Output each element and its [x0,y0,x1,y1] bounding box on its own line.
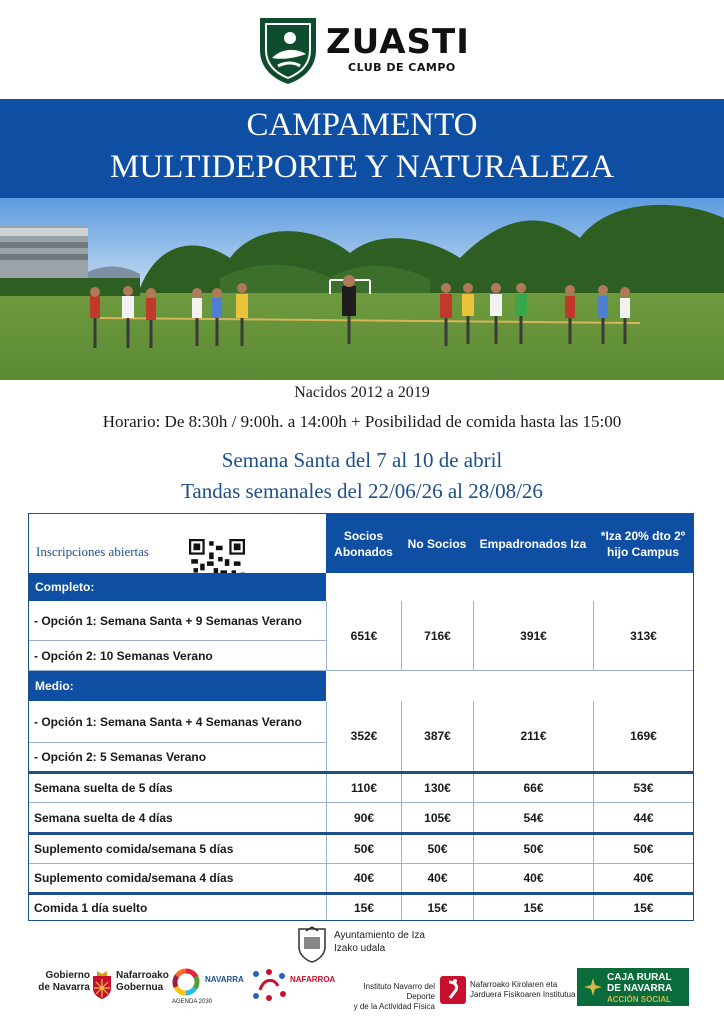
brand-name: ZUASTI [326,22,470,62]
iza-town-hall-logo [296,925,446,963]
nkjfi-logo [470,980,575,1000]
title-line-1: CAMPAMENTO [246,107,478,143]
gobierno-navarra-logo [34,970,90,994]
agenda-2030-wheel-icon [172,968,200,996]
nafar-line-1: Nafarroako [116,970,169,981]
table-cell: 110€ [326,774,401,803]
zuasti-logo [256,14,470,86]
table-cell: 105€ [401,803,473,832]
inscriptions-open: Inscripciones abiertas [36,544,149,559]
indafi-mark-icon [440,976,466,1004]
section-medium: Medio: [29,671,326,701]
complete-price-members: 651€ [326,601,401,671]
table-cell: 54€ [473,803,593,832]
complete-price-non-members: 716€ [401,601,473,671]
navarra-shield-icon [91,970,113,1000]
col-header-iza-discount: *Iza 20% dto 2º hijo Campus [593,514,693,573]
complete-option-1: - Opción 1: Semana Santa + 9 Semanas Verano [29,601,326,641]
navarra-sport-label: NAVARRA [205,975,244,984]
indafi-logo [340,982,435,1012]
table-cell: 15€ [401,895,473,920]
table-cell: 130€ [401,774,473,803]
table-cell: 53€ [593,774,693,803]
caja-rural-mark-icon [582,976,604,998]
table-cell: 50€ [593,835,693,864]
nkjfi-line-1: Nafarroako Kirolaren eta [470,980,558,989]
brand-subtitle: CLUB DE CAMPO [348,61,456,74]
table-cell: 15€ [326,895,401,920]
medium-price-registered: 211€ [473,701,593,771]
col-header-registered-iza: Empadronados Iza [473,514,593,573]
camp-photo [0,198,724,380]
medium-price-members: 352€ [326,701,401,771]
indafi-line-2: y de la Actividad Física [353,1002,435,1011]
european-sport-region-icon [250,968,288,1002]
table-cell: 50€ [401,835,473,864]
caja-line-1: CAJA RURAL [607,972,672,983]
zuasti-shield-icon [256,14,320,86]
nafar-line-2: Gobernua [116,982,164,993]
nafarroa-label: NAFARROA [290,975,336,984]
table-cell: 40€ [326,864,401,892]
col-header-members: Socios Abonados [326,514,401,573]
caja-line-3: ACCIÓN SOCIAL [607,995,671,1004]
ayto-name-basque: Izako udala [334,943,386,954]
table-cell: 66€ [473,774,593,803]
ayto-name: Ayuntamiento de Iza [334,930,425,941]
table-cell: 40€ [473,864,593,892]
agenda-2030-label: AGENDA 2030 [172,999,213,1005]
row-single-meal: Comida 1 día suelto [34,900,148,915]
caja-rural-logo [577,968,689,1006]
schedule: Horario: De 8:30h / 9:00h. a 14:00h + Posibilidad de comida hasta las 15:00 [102,412,622,431]
complete-price-registered: 391€ [473,601,593,671]
complete-price-discount: 313€ [593,601,693,671]
table-cell: 15€ [593,895,693,920]
price-table [28,513,694,921]
nafarroako-gobernua-logo [116,970,169,994]
section-complete: Completo: [29,573,326,601]
medium-option-2: - Opción 2: 5 Semanas Verano [34,750,207,764]
table-cell: 15€ [473,895,593,920]
table-cell: 50€ [473,835,593,864]
easter-dates: Semana Santa del 7 al 10 de abril [221,448,503,472]
gob-line-1: Gobierno [45,970,90,981]
summer-rounds: Tandas semanales del 22/06/26 al 28/08/26 [181,479,543,503]
table-cell: 40€ [593,864,693,892]
title-banner [0,99,724,198]
medium-price-non-members: 387€ [401,701,473,771]
row-week-4-days: Semana suelta de 4 días [34,810,173,825]
row-week-5-days: Semana suelta de 5 días [29,774,326,803]
row-meal-5-days: Suplemento comida/semana 5 días [29,835,326,864]
medium-option-1: - Opción 1: Semana Santa + 4 Semanas Verano [29,701,326,743]
complete-option-2: - Opción 2: 10 Semanas Verano [29,641,326,671]
title-line-2: MULTIDEPORTE Y NATURALEZA [110,149,614,185]
gob-line-2: de Navarra [38,982,90,993]
table-cell: 50€ [326,835,401,864]
table-cell: 40€ [401,864,473,892]
medium-price-discount: 169€ [593,701,693,771]
table-cell: 44€ [593,803,693,832]
row-meal-4-days: Suplemento comida/semana 4 días [34,871,234,885]
col-header-non-members: No Socios [401,514,473,573]
birth-years: Nacidos 2012 a 2019 [294,384,430,401]
indafi-line-1: Instituto Navarro del Deporte [363,982,435,1001]
coat-of-arms-icon [296,925,328,963]
caja-line-2: DE NAVARRA [607,983,673,994]
nkjfi-line-2: Jarduera Fisikoaren Institutua [470,990,576,999]
table-cell: 90€ [326,803,401,832]
